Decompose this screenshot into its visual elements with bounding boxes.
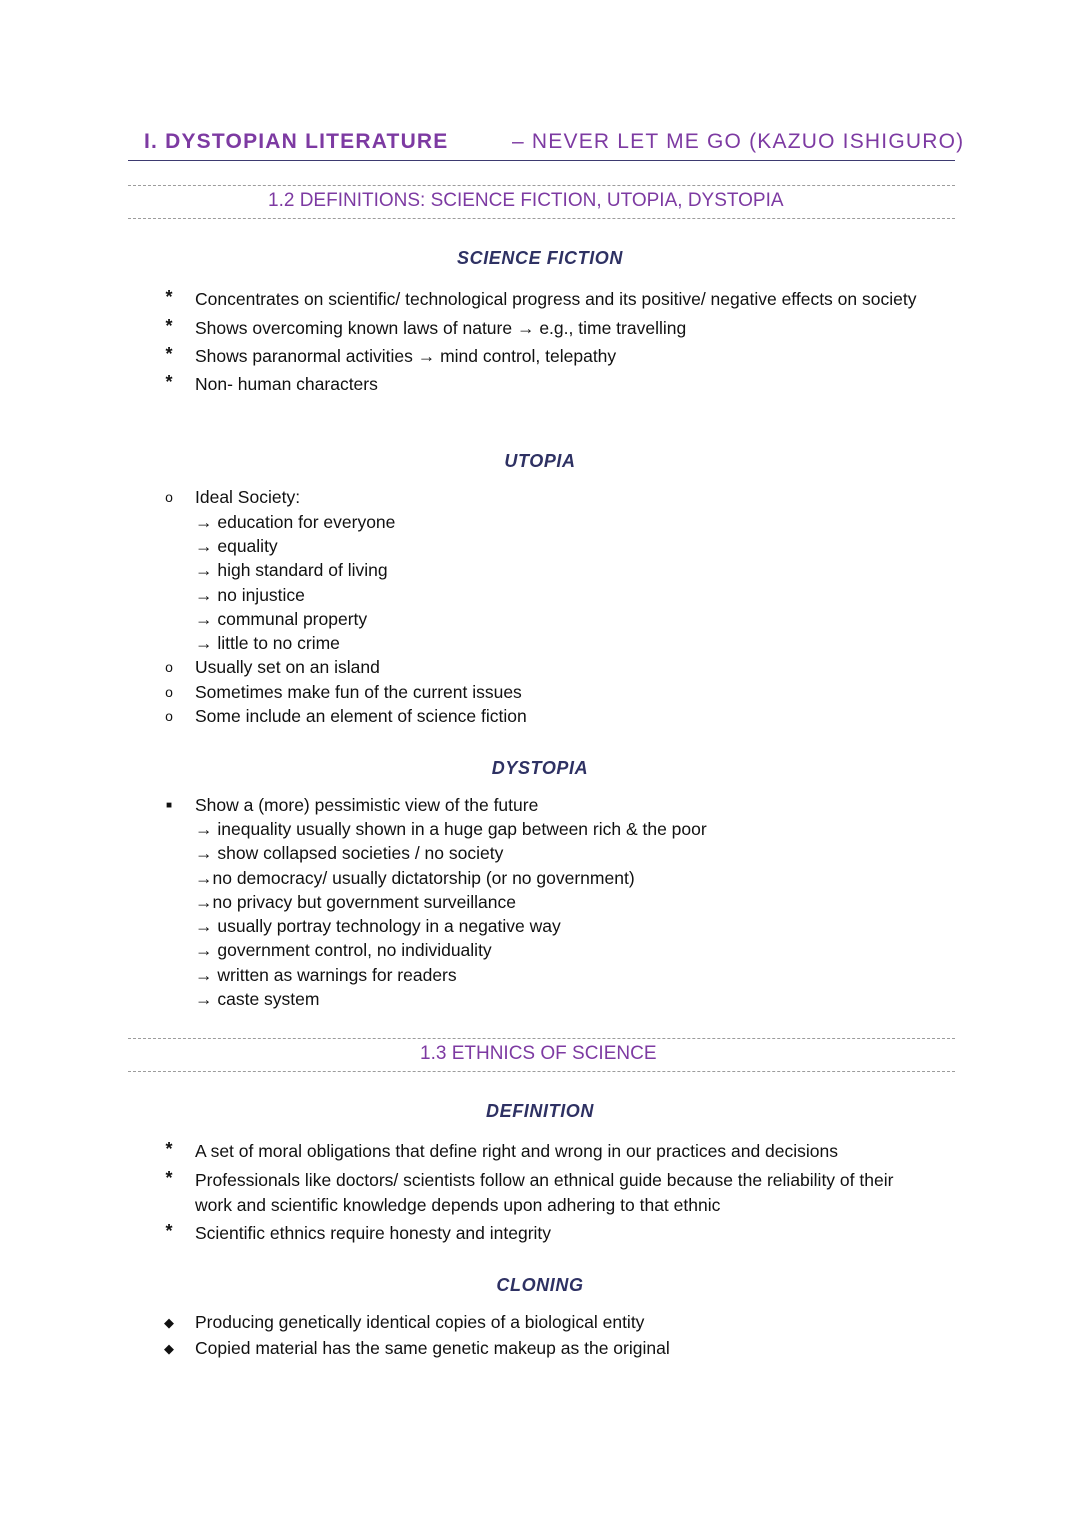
list-item: Sometimes make fun of the current issues [195, 682, 522, 702]
star-bullet-icon: * [165, 344, 173, 364]
sub-point: → high standard of living [195, 560, 388, 580]
sub-point: →no democracy/ usually dictatorship (or no government) [195, 868, 635, 888]
circle-bullet-icon: o [165, 708, 173, 724]
list-item: Shows paranormal activities → mind control, telepathy [195, 346, 617, 366]
list-item: Copied material has the same genetic makeup as the original [195, 1338, 670, 1358]
star-bullet-icon: * [165, 316, 173, 336]
title-bold-part: I. DYSTOPIAN LITERATURE [144, 130, 449, 153]
list-item: Shows overcoming known laws of nature → e.g., time travelling [195, 318, 687, 338]
circle-bullet-icon: o [165, 489, 173, 505]
list-item: Concentrates on scientific/ technological progress and its positive/ negative effects on society [195, 289, 917, 309]
sub-point: → written as warnings for readers [195, 965, 457, 985]
list-item: Show a (more) pessimistic view of the future [195, 795, 539, 815]
document-title [128, 130, 965, 161]
list-item: Professionals like doctors/ scientists follow an ethnical guide because the reliability of their [195, 1170, 894, 1190]
subheading-science-fiction: SCIENCE FICTION [456, 248, 623, 268]
sub-point: → communal property [195, 609, 368, 629]
sub-point: → no injustice [195, 585, 305, 605]
list-item-continuation: work and scientific knowledge depends upon adhering to that ethnic [195, 1195, 721, 1215]
subheading-dystopia: DYSTOPIA [491, 758, 589, 778]
sub-point: → little to no crime [195, 633, 340, 653]
section-heading-text: 1.3 ETHNICS OF SCIENCE [420, 1043, 657, 1064]
list-item: Producing genetically identical copies of a biological entity [195, 1312, 645, 1332]
section-heading-1-3 [128, 1038, 955, 1072]
sub-point: → usually portray technology in a negative way [195, 916, 561, 936]
sub-point: → equality [195, 536, 278, 556]
section-heading-text: 1.2 DEFINITIONS: SCIENCE FICTION, UTOPIA, DYSTOPIA [268, 190, 784, 211]
star-bullet-icon: * [165, 1221, 173, 1241]
circle-bullet-icon: o [165, 659, 173, 675]
subheading-definition: DEFINITION [486, 1101, 594, 1121]
sub-point: →no privacy but government surveillance [195, 892, 516, 912]
title-subtitle-part: – NEVER LET ME GO (KAZUO ISHIGURO) [512, 130, 965, 153]
sub-point: → education for everyone [195, 512, 396, 532]
subheading-cloning: CLONING [496, 1275, 584, 1295]
star-bullet-icon: * [165, 287, 173, 307]
sub-point: → inequality usually shown in a huge gap between rich & the poor [195, 819, 707, 839]
list-item: Scientific ethnics require honesty and integrity [195, 1223, 552, 1243]
subheading-utopia: UTOPIA [504, 451, 576, 471]
diamond-bullet-icon: ◆ [164, 1315, 174, 1330]
sub-point: → show collapsed societies / no society [195, 843, 504, 863]
list-item: Ideal Society: [195, 487, 301, 507]
circle-bullet-icon: o [165, 684, 173, 700]
square-bullet-icon: ■ [165, 800, 173, 811]
section-heading-1-2 [128, 185, 955, 219]
diamond-bullet-icon: ◆ [164, 1341, 174, 1356]
list-item: A set of moral obligations that define right and wrong in our practices and decisions [195, 1141, 839, 1161]
sub-point: → government control, no individuality [195, 940, 492, 960]
list-item: Usually set on an island [195, 657, 380, 677]
star-bullet-icon: * [165, 1168, 173, 1188]
star-bullet-icon: * [165, 1139, 173, 1159]
list-item: Some include an element of science fiction [195, 706, 527, 726]
sub-point: → caste system [195, 989, 320, 1009]
star-bullet-icon: * [165, 372, 173, 392]
list-item: Non- human characters [195, 374, 378, 394]
